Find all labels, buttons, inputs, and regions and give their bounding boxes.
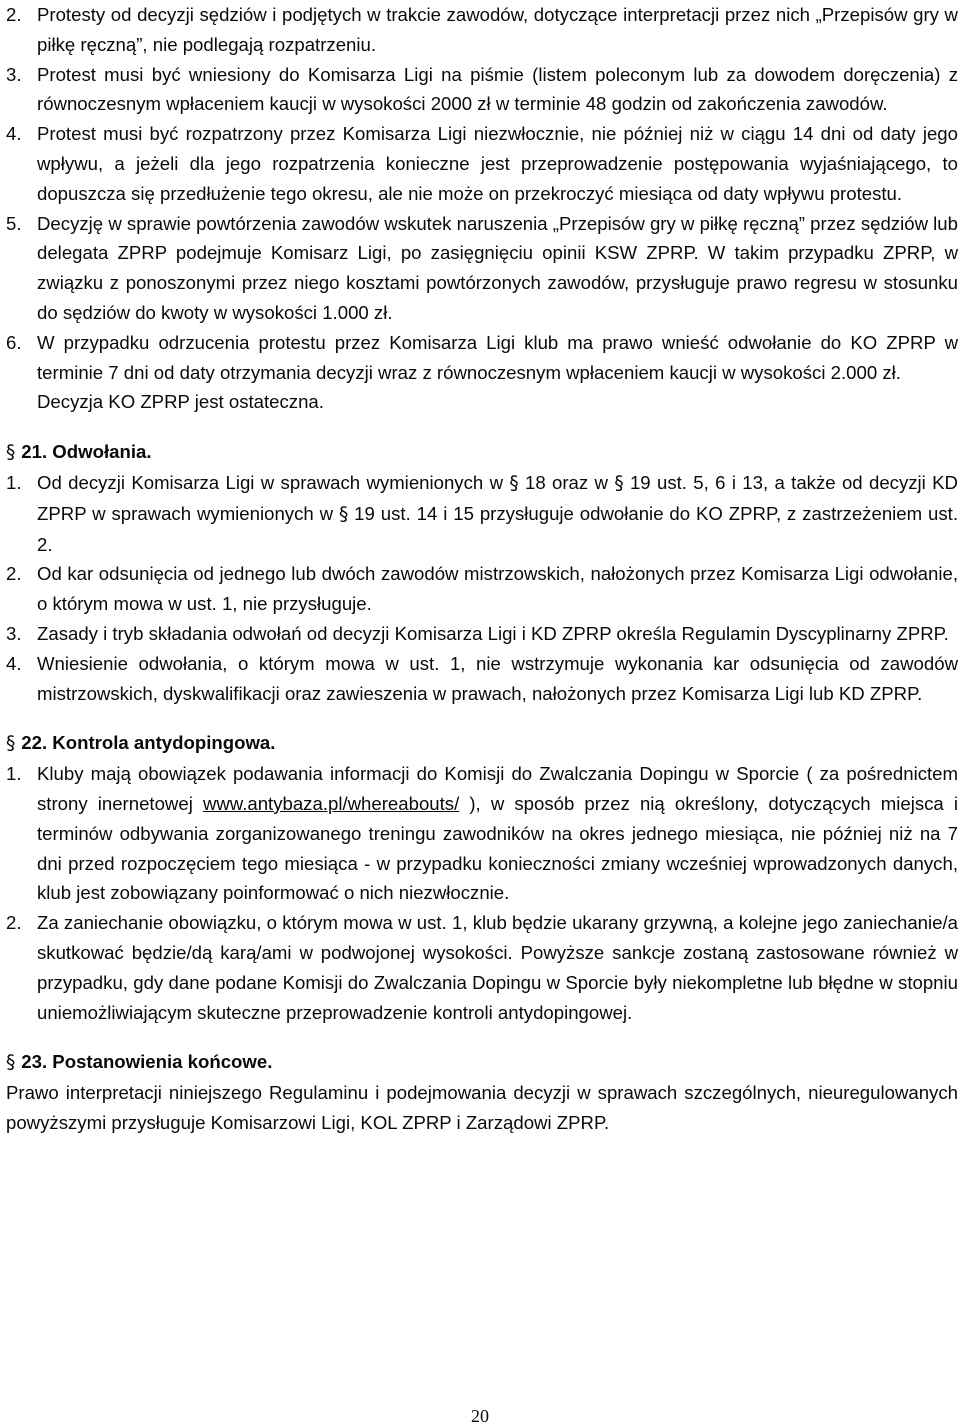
list-item [6, 619, 958, 649]
item-text: Za zaniechanie obowiązku, o którym mowa w ust. 1, klub będzie ukarany grzywną, a kolejne jego zaniechanie/a skutkować będzie/dą karą/ami w podwojonej wysokości. Powyższe sankcje zostaną zastosowane również w przypadku, gdy dane podane Komisji do Zwalczania Dopingu w Sporcie były niekompletne lub błędne w stopniu uniemożliwiającym skuteczne przeprowadzenie kontroli antydopingowej. [37, 912, 958, 1023]
list-item [6, 0, 958, 60]
list-item [6, 649, 958, 709]
list-item [6, 908, 958, 1027]
appeal-items [6, 468, 958, 708]
item-text: Od decyzji Komisarza Ligi w sprawach wymienionych w [37, 471, 510, 493]
list-item [6, 60, 958, 120]
item-number: 5. [6, 212, 22, 234]
list-item [6, 119, 958, 208]
section-title: 23. Postanowienia końcowe. [21, 1051, 273, 1073]
item-number: 4. [6, 123, 22, 145]
section-sign: § [614, 472, 624, 494]
item-text: Kluby mają obowiązek podawania informacji do Komisji do Zwalczania Dopingu w Sporcie ( za pośrednictem strony inernetowej [37, 763, 958, 814]
list-item [6, 209, 958, 328]
list-item-continuation [6, 387, 958, 417]
item-number: 2. [6, 912, 22, 934]
section-sign: § [6, 442, 16, 464]
section-title: 22. Kontrola antydopingowa. [21, 732, 276, 754]
page-number: 20 [471, 1406, 489, 1426]
item-number: 6. [6, 331, 22, 353]
item-text: W przypadku odrzucenia protestu przez Komisarza Ligi klub ma prawo wnieść odwołanie do KO ZPRP w terminie 7 dni od daty otrzymania decyzji wraz z równoczesnym wpłaceniem kaucji w wysokości 2.000 zł. [37, 331, 958, 383]
item-text: Protest musi być wniesiony do Komisarza Ligi na piśmie (listem poleconym lub za dowodem doręczenia) z równoczesnym wpłaceniem kaucji w wysokości 2000 zł w terminie 48 godzin od zakończenia zawodów. [37, 63, 958, 115]
item-number: 1. [6, 471, 22, 493]
item-text: Wniesienie odwołania, o którym mowa w ust. 1, nie wstrzymuje wykonania kar odsunięcia od zawodów mistrzowskich, dyskwalifikacji oraz zawieszenia w prawach, nałożonych przez Komisarza Ligi lub KD ZPRP. [37, 652, 958, 704]
item-text: Decyzję w sprawie powtórzenia zawodów wskutek naruszenia „Przepisów gry w piłkę ręczną” przez sędziów lub delegata ZPRP podejmuje Komisarz Ligi, po zasięgnięciu opinii KSW ZPRP. W takim przypadku ZPRP, w związku z ponoszonymi przez niego kosztami powtórzonych zawodów, przysługuje prawo regresu w stosunku do sędziów do kwoty w wysokości 1.000 zł. [37, 212, 958, 323]
item-number: 4. [6, 652, 22, 674]
list-item [6, 759, 958, 908]
section-heading-21 [6, 437, 958, 468]
section-sign: § [509, 472, 519, 494]
item-text: Protest musi być rozpatrzony przez Komisarza Ligi niezwłocznie, nie później niż w ciągu 14 dni od daty jego wpływu, a jeżeli dla jego rozpatrzenia konieczne jest przeprowadzenie postępowania wyjaśniającego, to dopuszcza się przedłużenie tego okresu, ale nie może on przekroczyć miesiąca od daty wpływu protestu. [37, 123, 958, 204]
item-text: 19 ust. 5, 6 i 13, a także od decyzji KD ZPRP w sprawach wymienionych w [37, 471, 958, 524]
item-text: Protesty od decyzji sędziów i podjętych w trakcie zawodów, dotyczące interpretacji przez nich „Przepisów gry w piłkę ręczną”, nie podlegają rozpatrzeniu. [37, 4, 958, 55]
item-number: 2. [6, 563, 22, 585]
list-item [6, 559, 958, 619]
item-text: 18 oraz w [518, 471, 615, 493]
document-body [6, 0, 958, 1138]
antybaza-link[interactable]: www.antybaza.pl/whereabouts/ [202, 792, 460, 814]
item-text: ), w sposób przez nią określony, dotyczących miejsca i terminów odbywania zorganizowanego treningu zawodników na okres jednego miesiąca, nie później niż na 7 dni przed rozpoczęciem tego miesiąca - w przypadku konieczności zmiany wcześniej wprowadzonych danych, klub jest zobowiązany poinformować o nich niezwłocznie. [37, 792, 958, 904]
item-number: 1. [6, 763, 22, 785]
item-text: Od kar odsunięcia od jednego lub dwóch zawodów mistrzowskich, nałożonych przez Komisarza Ligi odwołanie, o którym mowa w ust. 1, nie przysługuje. [37, 563, 958, 615]
item-number: 3. [6, 63, 22, 85]
section-heading-23 [6, 1047, 958, 1078]
protest-items [6, 0, 958, 417]
item-text: 19 ust. 14 i 15 przysługuje odwołanie do KO ZPRP, z zastrzeżeniem ust. 2. [37, 502, 958, 555]
section-title: 21. Odwołania. [21, 441, 152, 463]
list-item [6, 328, 958, 388]
item-number: 3. [6, 622, 22, 644]
section-heading-22 [6, 728, 958, 759]
item-number: 2. [6, 4, 22, 25]
final-provisions-text: Prawo interpretacji niniejszego Regulaminu i podejmowania decyzji w sprawach szczególnych, nieuregulowanych powyższymi przysługuje Komisarzowi Ligi, KOL ZPRP i Zarządowi ZPRP. [6, 1082, 958, 1133]
list-item [6, 468, 958, 559]
section-sign: § [6, 1052, 16, 1074]
item-text: Zasady i tryb składania odwołań od decyzji Komisarza Ligi i KD ZPRP określa Regulamin Dyscyplinarny ZPRP. [37, 622, 949, 644]
item-text: Decyzja KO ZPRP jest ostateczna. [37, 391, 324, 413]
antidoping-items [6, 759, 958, 1027]
section-sign: § [6, 733, 16, 755]
section-sign: § [338, 503, 349, 525]
